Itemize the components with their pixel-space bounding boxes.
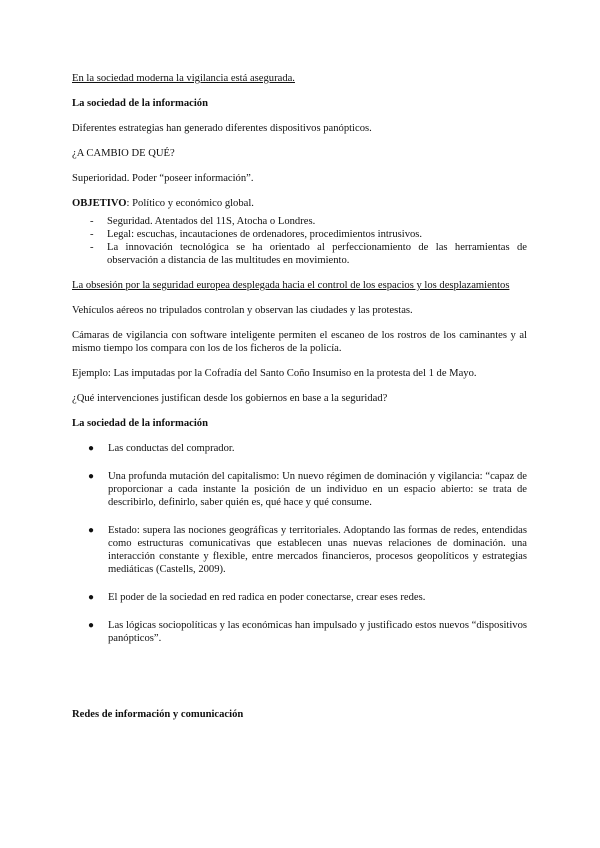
bullet-text: Las conductas del comprador. xyxy=(108,443,235,454)
vehicles-paragraph: Vehículos aéreos no tripulados controlan y observan las ciudades y las protestas. xyxy=(72,305,413,316)
strategies-paragraph: Diferentes estrategias han generado diferentes dispositivos panópticos. xyxy=(72,123,372,134)
section-title-information-society: La sociedad de la información xyxy=(72,98,208,109)
bullet-text: Una profunda mutación del capitalismo: Un nuevo régimen de dominación y vigilancia: “capaz de proporcionar a cada instante la posición de un individuo en un espacio abierto: se trata de describirlo, definirlo, saber quién es, qué hace y qué consume. xyxy=(108,471,527,508)
bullet-icon: ● xyxy=(88,592,95,603)
bullet-icon: ● xyxy=(88,620,95,631)
objective-line xyxy=(72,197,527,210)
bullet-item xyxy=(72,591,527,604)
dash-item: - Legal: escuchas, incautaciones de ordenadores, procedimientos intrusivos. xyxy=(72,228,527,241)
objective-text: : Político y económico global. xyxy=(126,198,254,209)
interventions-question: ¿Qué intervenciones justifican desde los gobiernos en base a la seguridad? xyxy=(72,393,388,404)
blank-space xyxy=(72,660,527,708)
final-heading: Redes de información y comunicación xyxy=(72,709,244,720)
bullet-item xyxy=(72,619,527,645)
bullet-text: El poder de la sociedad en red radica en poder conectarse, crear eses redes. xyxy=(108,592,426,603)
dash-item: - Seguridad. Atentados del 11S, Atocha o Londres. xyxy=(72,215,527,228)
bullet-icon: ● xyxy=(88,471,95,482)
bullet-item xyxy=(72,470,527,509)
example-paragraph: Ejemplo: Las imputadas por la Cofradía del Santo Coño Insumiso en la protesta del 1 de Mayo. xyxy=(72,368,477,379)
objective-label: OBJETIVO xyxy=(72,198,127,209)
section-title-information-society-2: La sociedad de la información xyxy=(72,418,208,429)
bullet-item xyxy=(72,442,527,455)
bullet-list xyxy=(72,442,527,645)
cameras-paragraph: Cámaras de vigilancia con software inteligente permiten el escaneo de los rostros de los caminantes y al mismo tiempo los compara con los de los ficheros de la policía. xyxy=(72,330,527,354)
bullet-text: Las lógicas sociopolíticas y las económicas han impulsado y justificado estos nuevos “dispositivos panópticos”. xyxy=(108,620,527,644)
intro-heading: En la sociedad moderna la vigilancia está asegurada. xyxy=(72,73,295,84)
document-page xyxy=(72,72,527,733)
obsession-paragraph: La obsesión por la seguridad europea desplegada hacia el control de los espacios y los desplazamientos xyxy=(72,280,510,291)
bullet-icon: ● xyxy=(88,525,95,536)
superiority-paragraph: Superioridad. Poder “poseer información”. xyxy=(72,173,254,184)
dash-list xyxy=(72,215,527,267)
bullet-item xyxy=(72,524,527,576)
bullet-icon: ● xyxy=(88,443,95,454)
dash-item: - La innovación tecnológica se ha orientado al perfeccionamiento de las herramientas de observación a distancia de las multitudes en movimiento. xyxy=(72,241,527,267)
question-heading: ¿A CAMBIO DE QUÉ? xyxy=(72,148,175,159)
bullet-text: Estado: supera las nociones geográficas y territoriales. Adoptando las formas de redes, entendidas como estructuras comunicativas que establecen unas nuevas relaciones de dominación. una interacción constante y flexible, entre mercados financieros, procesos geopolíticos y estrategias mediáticas (Castells, 2009). xyxy=(108,525,527,575)
